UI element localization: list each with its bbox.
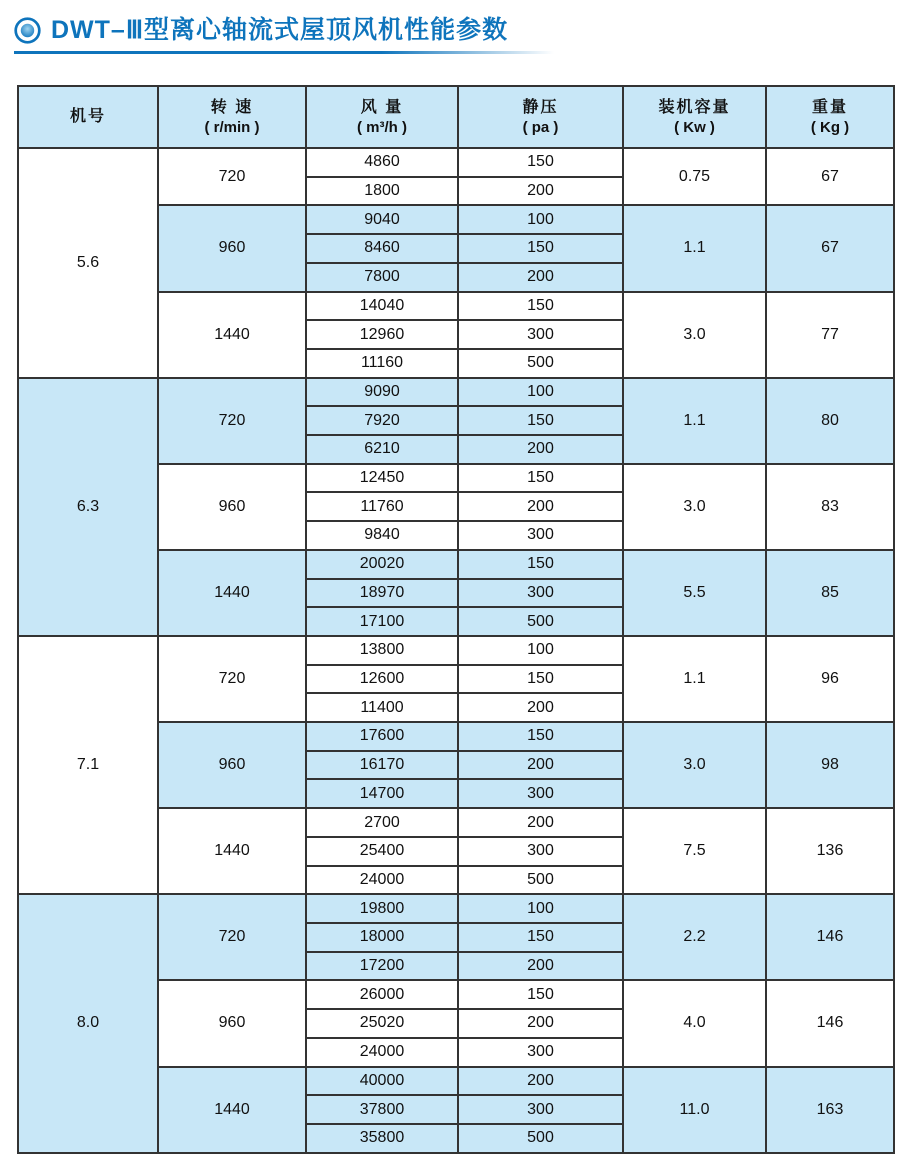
pressure-cell: 300 <box>458 320 623 349</box>
power-cell: 11.0 <box>623 1067 766 1153</box>
speed-cell: 720 <box>158 378 306 464</box>
speed-cell: 1440 <box>158 808 306 894</box>
pressure-cell: 100 <box>458 894 623 923</box>
pressure-cell: 200 <box>458 693 623 722</box>
power-cell: 5.5 <box>623 550 766 636</box>
airflow-cell: 20020 <box>306 550 458 579</box>
weight-cell: 80 <box>766 378 894 464</box>
speed-cell: 720 <box>158 894 306 980</box>
weight-cell: 77 <box>766 292 894 378</box>
fan-spec-table <box>17 85 895 1154</box>
pressure-cell: 200 <box>458 952 623 981</box>
model-cell: 6.3 <box>18 378 158 636</box>
airflow-cell: 17100 <box>306 607 458 636</box>
pressure-cell: 200 <box>458 1067 623 1096</box>
header-row <box>18 86 894 148</box>
pressure-cell: 300 <box>458 1038 623 1067</box>
power-cell: 0.75 <box>623 148 766 205</box>
speed-cell: 1440 <box>158 292 306 378</box>
pressure-cell: 200 <box>458 1009 623 1038</box>
speed-cell: 720 <box>158 636 306 722</box>
speed-cell: 960 <box>158 722 306 808</box>
power-cell: 3.0 <box>623 464 766 550</box>
airflow-cell: 13800 <box>306 636 458 665</box>
weight-cell: 98 <box>766 722 894 808</box>
pressure-cell: 150 <box>458 406 623 435</box>
pressure-cell: 100 <box>458 205 623 234</box>
pressure-cell: 200 <box>458 177 623 206</box>
pressure-cell: 300 <box>458 579 623 608</box>
airflow-cell: 19800 <box>306 894 458 923</box>
model-cell: 8.0 <box>18 894 158 1152</box>
pressure-cell: 200 <box>458 751 623 780</box>
weight-cell: 146 <box>766 980 894 1066</box>
pressure-cell: 150 <box>458 923 623 952</box>
column-header-pressure: 静压 ( pa ) <box>458 86 623 148</box>
airflow-cell: 18000 <box>306 923 458 952</box>
pressure-cell: 500 <box>458 1124 623 1153</box>
speed-cell: 720 <box>158 148 306 205</box>
table-row <box>18 894 894 923</box>
pressure-cell: 200 <box>458 808 623 837</box>
column-header-airflow: 风 量 ( m³/h ) <box>306 86 458 148</box>
speed-cell: 960 <box>158 980 306 1066</box>
airflow-cell: 9840 <box>306 521 458 550</box>
power-cell: 1.1 <box>623 378 766 464</box>
pressure-cell: 150 <box>458 980 623 1009</box>
airflow-cell: 1800 <box>306 177 458 206</box>
table-row <box>18 378 894 407</box>
speed-cell: 1440 <box>158 1067 306 1153</box>
power-cell: 3.0 <box>623 292 766 378</box>
weight-cell: 67 <box>766 205 894 291</box>
airflow-cell: 9090 <box>306 378 458 407</box>
power-cell: 1.1 <box>623 205 766 291</box>
column-header-power: 装机容量 ( Kw ) <box>623 86 766 148</box>
power-cell: 1.1 <box>623 636 766 722</box>
power-cell: 4.0 <box>623 980 766 1066</box>
speed-cell: 960 <box>158 205 306 291</box>
pressure-cell: 300 <box>458 521 623 550</box>
page-header <box>14 15 508 45</box>
airflow-cell: 35800 <box>306 1124 458 1153</box>
title-underline <box>14 51 554 54</box>
airflow-cell: 16170 <box>306 751 458 780</box>
airflow-cell: 25400 <box>306 837 458 866</box>
airflow-cell: 17200 <box>306 952 458 981</box>
airflow-cell: 17600 <box>306 722 458 751</box>
airflow-cell: 26000 <box>306 980 458 1009</box>
pressure-cell: 300 <box>458 779 623 808</box>
airflow-cell: 12600 <box>306 665 458 694</box>
airflow-cell: 11400 <box>306 693 458 722</box>
pressure-cell: 150 <box>458 722 623 751</box>
column-header-weight: 重量 ( Kg ) <box>766 86 894 148</box>
speed-cell: 960 <box>158 464 306 550</box>
pressure-cell: 500 <box>458 866 623 895</box>
pressure-cell: 150 <box>458 292 623 321</box>
pressure-cell: 500 <box>458 349 623 378</box>
airflow-cell: 4860 <box>306 148 458 177</box>
pressure-cell: 100 <box>458 636 623 665</box>
weight-cell: 83 <box>766 464 894 550</box>
weight-cell: 67 <box>766 148 894 205</box>
airflow-cell: 18970 <box>306 579 458 608</box>
pressure-cell: 200 <box>458 435 623 464</box>
pressure-cell: 200 <box>458 263 623 292</box>
pressure-cell: 200 <box>458 492 623 521</box>
airflow-cell: 6210 <box>306 435 458 464</box>
airflow-cell: 12960 <box>306 320 458 349</box>
table-body <box>18 148 894 1153</box>
pressure-cell: 150 <box>458 464 623 493</box>
airflow-cell: 24000 <box>306 866 458 895</box>
column-header-model: 机号 <box>18 86 158 148</box>
airflow-cell: 12450 <box>306 464 458 493</box>
pressure-cell: 500 <box>458 607 623 636</box>
page-title: DWT–Ⅲ型离心轴流式屋顶风机性能参数 <box>51 16 509 44</box>
pressure-cell: 150 <box>458 148 623 177</box>
weight-cell: 146 <box>766 894 894 980</box>
airflow-cell: 37800 <box>306 1095 458 1124</box>
pressure-cell: 150 <box>458 234 623 263</box>
weight-cell: 163 <box>766 1067 894 1153</box>
airflow-cell: 24000 <box>306 1038 458 1067</box>
airflow-cell: 14040 <box>306 292 458 321</box>
airflow-cell: 40000 <box>306 1067 458 1096</box>
airflow-cell: 11160 <box>306 349 458 378</box>
model-cell: 7.1 <box>18 636 158 894</box>
column-header-speed: 转 速 ( r/min ) <box>158 86 306 148</box>
pressure-cell: 300 <box>458 837 623 866</box>
power-cell: 2.2 <box>623 894 766 980</box>
airflow-cell: 25020 <box>306 1009 458 1038</box>
airflow-cell: 2700 <box>306 808 458 837</box>
model-cell: 5.6 <box>18 148 158 378</box>
pressure-cell: 150 <box>458 550 623 579</box>
airflow-cell: 8460 <box>306 234 458 263</box>
weight-cell: 85 <box>766 550 894 636</box>
power-cell: 3.0 <box>623 722 766 808</box>
target-circle-icon <box>14 17 41 44</box>
airflow-cell: 7920 <box>306 406 458 435</box>
weight-cell: 96 <box>766 636 894 722</box>
power-cell: 7.5 <box>623 808 766 894</box>
weight-cell: 136 <box>766 808 894 894</box>
airflow-cell: 7800 <box>306 263 458 292</box>
pressure-cell: 100 <box>458 378 623 407</box>
airflow-cell: 14700 <box>306 779 458 808</box>
table-row <box>18 636 894 665</box>
table-header <box>18 86 894 148</box>
airflow-cell: 11760 <box>306 492 458 521</box>
speed-cell: 1440 <box>158 550 306 636</box>
pressure-cell: 150 <box>458 665 623 694</box>
pressure-cell: 300 <box>458 1095 623 1124</box>
table-row <box>18 148 894 177</box>
airflow-cell: 9040 <box>306 205 458 234</box>
